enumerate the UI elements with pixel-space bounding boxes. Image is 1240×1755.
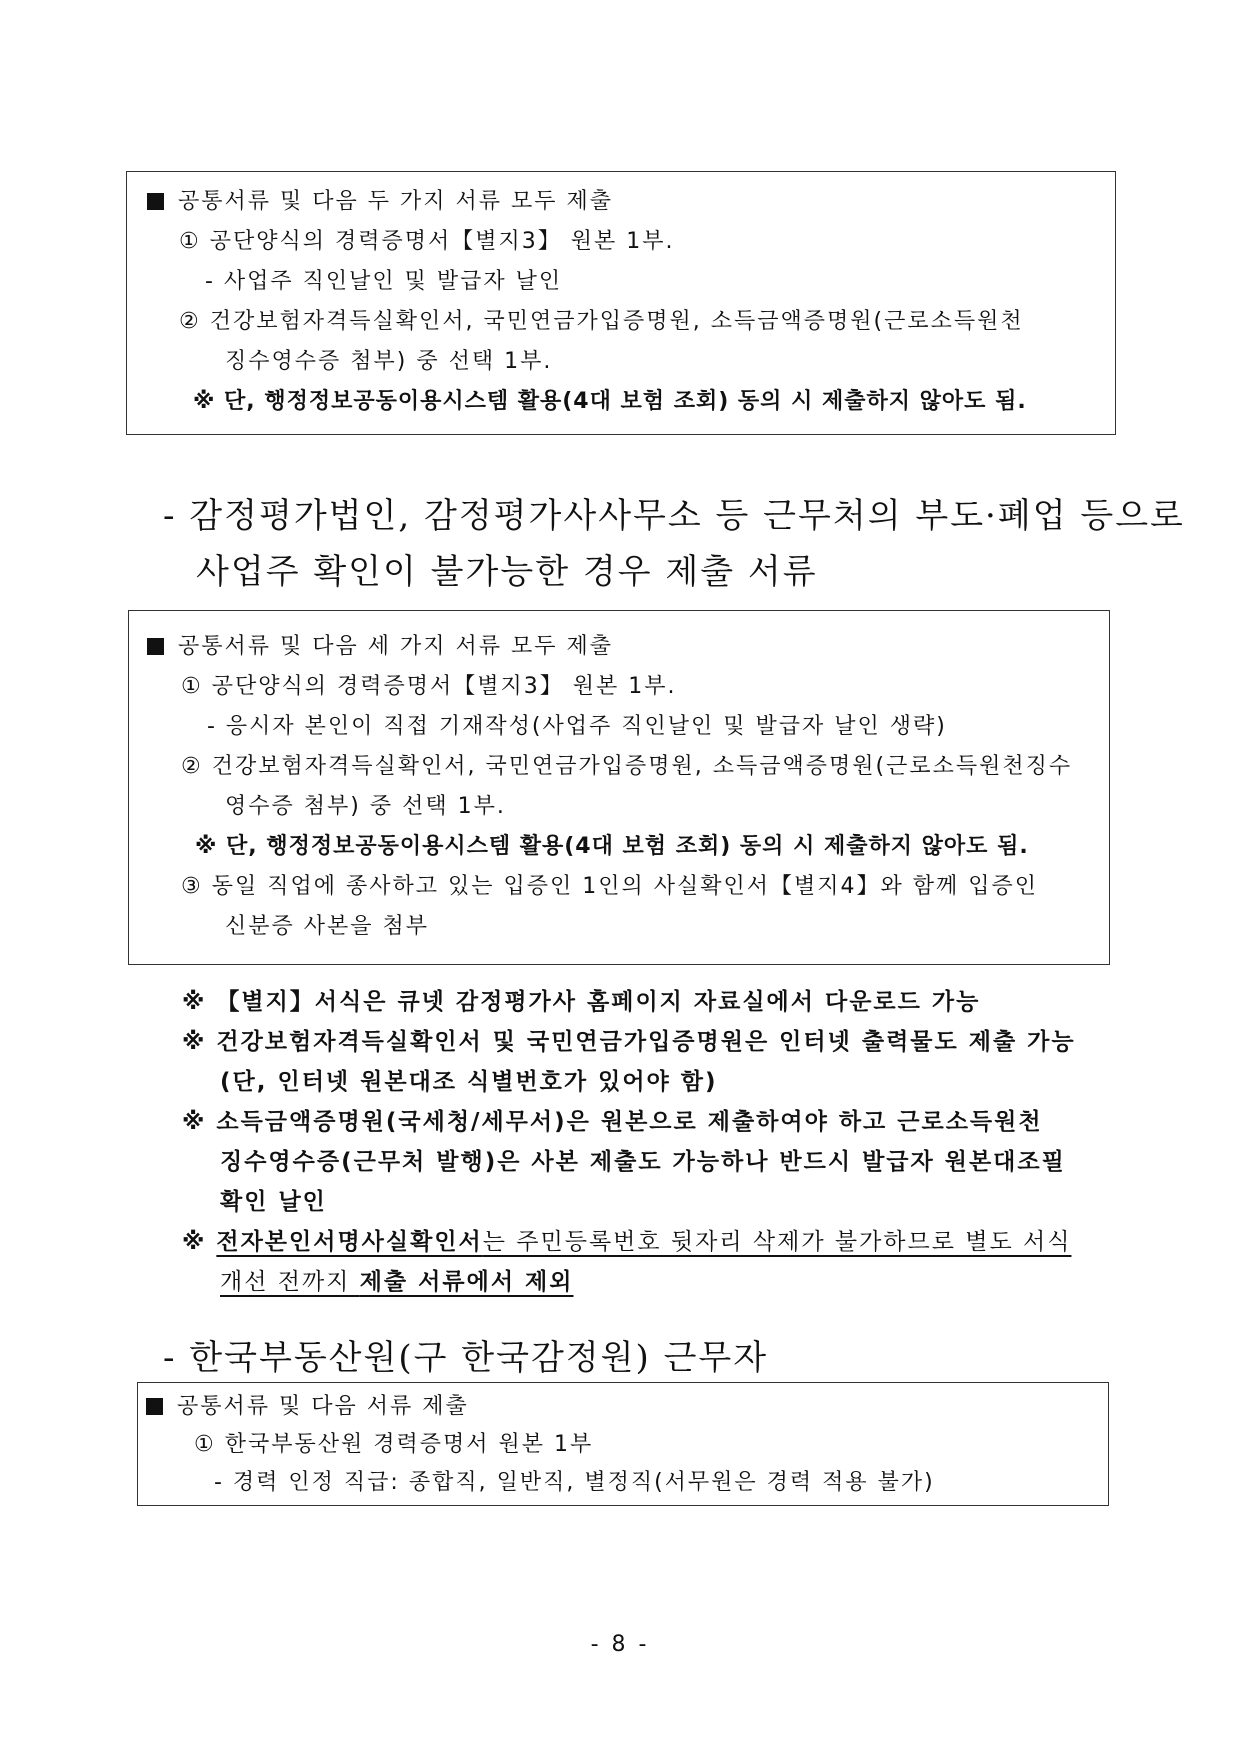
requirements-box-1 <box>126 171 1116 435</box>
box2-item3-line2: 신분증 사본을 첨부 <box>225 914 430 939</box>
box2-item2-line1: ② 건강보험자격득실확인서, 국민연금가입증명원, 소득금액증명원(근로소득원천징수 <box>181 754 1073 779</box>
box2-title: 공통서류 및 다음 세 가지 서류 모두 제출 <box>147 633 613 661</box>
box1-item1-sub: - 사업주 직인날인 및 발급자 날인 <box>205 269 563 294</box>
box3-item1-sub: - 경력 인정 직급: 종합직, 일반직, 별정직(서무원은 경력 적용 불가) <box>214 1470 935 1495</box>
requirements-box-3 <box>137 1382 1109 1506</box>
page-number: - 8 - <box>590 1632 650 1657</box>
section-heading-closure-line1: - 감정평가법인, 감정평가사사무소 등 근무처의 부도·폐업 등으로 <box>163 496 1185 536</box>
note-form-download: ※ 【별지】서식은 큐넷 감정평가사 홈페이지 자료실에서 다운로드 가능 <box>182 989 981 1015</box>
box1-note: ※ 단, 행정정보공동이용시스템 활용(4대 보험 조회) 동의 시 제출하지 않아도 됨. <box>193 389 1027 414</box>
box2-item1-sub: - 응시자 본인이 직접 기재작성(사업주 직인날인 및 발급자 날인 생략) <box>207 714 947 739</box>
square-bullet-icon <box>147 193 164 210</box>
section-heading-kreb: - 한국부동산원(구 한국감정원) 근무자 <box>163 1338 769 1378</box>
note-internet-printout-line1: ※ 건강보험자격득실확인서 및 국민연금가입증명원은 인터넷 출력물도 제출 가능 <box>182 1029 1076 1055</box>
note-income-certificate-line2: 징수영수증(근무처 발행)은 사본 제출도 가능하나 반드시 발급자 원본대조필 <box>220 1149 1066 1175</box>
box3-item1: ① 한국부동산원 경력증명서 원본 1부 <box>194 1432 594 1457</box>
box2-item2-line2: 영수증 첨부) 중 선택 1부. <box>225 794 506 819</box>
note-income-certificate-line1: ※ 소득금액증명원(국세청/세무서)은 원본으로 제출하여야 하고 근로소득원천 <box>182 1109 1043 1135</box>
box1-item2-line1: ② 건강보험자격득실확인서, 국민연금가입증명원, 소득금액증명원(근로소득원천 <box>179 309 1024 334</box>
box1-item2-line2: 징수영수증 첨부) 중 선택 1부. <box>225 349 553 374</box>
note-electronic-signature-line2: 개선 전까지 제출 서류에서 제외 <box>220 1269 574 1295</box>
requirements-box-2 <box>128 610 1110 965</box>
box3-title: 공통서류 및 다음 서류 제출 <box>146 1393 469 1421</box>
box2-note: ※ 단, 행정정보공동이용시스템 활용(4대 보험 조회) 동의 시 제출하지 않아도 됨. <box>195 834 1029 859</box>
note-internet-printout-line2: (단, 인터넷 원본대조 식별번호가 있어야 함) <box>220 1069 718 1095</box>
box1-title: 공통서류 및 다음 두 가지 서류 모두 제출 <box>147 188 613 216</box>
box2-item3-line1: ③ 동일 직업에 종사하고 있는 입증인 1인의 사실확인서【별지4】와 함께 입증인 <box>181 874 1038 899</box>
note-income-certificate-line3: 확인 날인 <box>220 1189 327 1215</box>
note-electronic-signature-line1: ※ 전자본인서명사실확인서는 주민등록번호 뒷자리 삭제가 불가하므로 별도 서식 <box>182 1229 1072 1255</box>
square-bullet-icon <box>147 638 164 655</box>
box1-item1: ① 공단양식의 경력증명서【별지3】 원본 1부. <box>179 229 675 254</box>
square-bullet-icon <box>146 1398 163 1415</box>
section-heading-closure-line2: 사업주 확인이 불가능한 경우 제출 서류 <box>196 552 818 592</box>
box2-item1: ① 공단양식의 경력증명서【별지3】 원본 1부. <box>181 674 677 699</box>
